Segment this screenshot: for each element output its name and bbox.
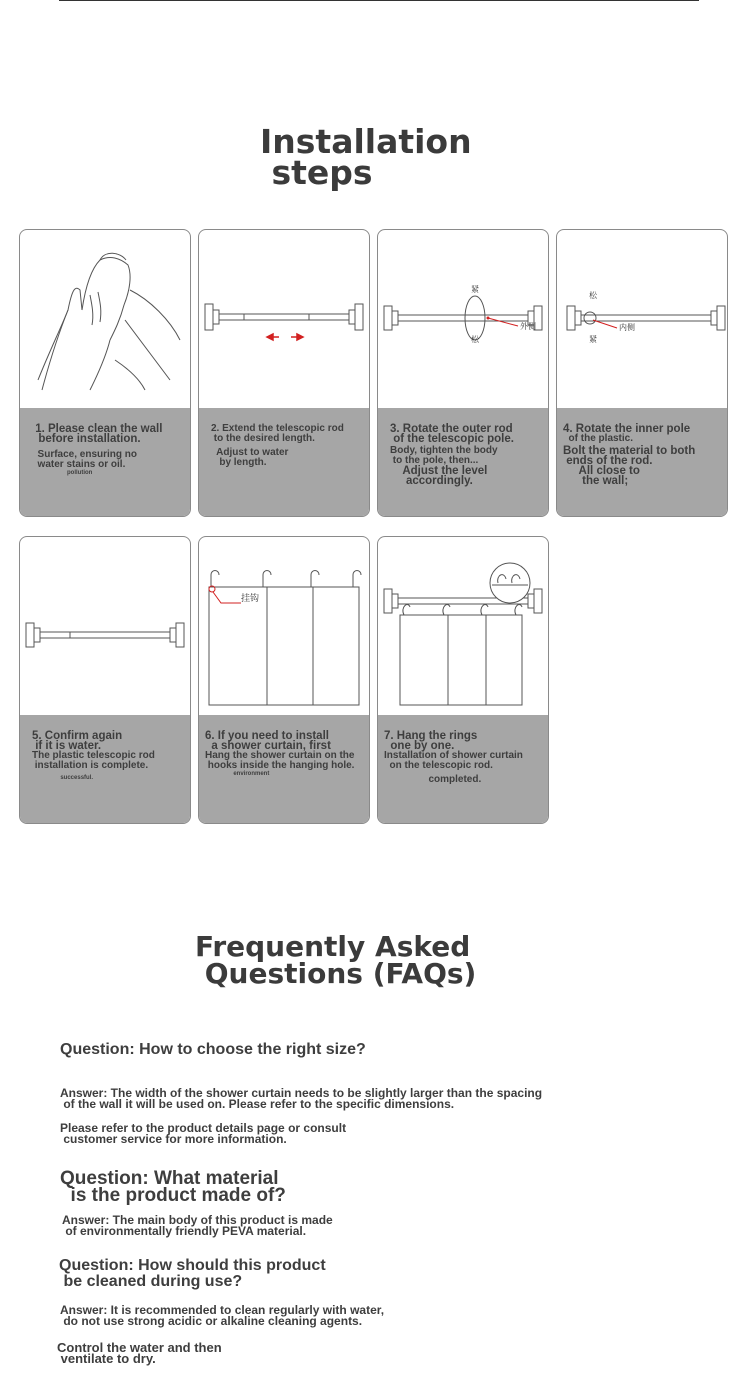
- caption-line: ends of the rod.: [563, 455, 653, 467]
- step-card-7: [377, 536, 549, 824]
- caption-line: of the telescopic pole.: [390, 433, 514, 445]
- extend-rod-illustration: [199, 230, 369, 408]
- step-card-4: [556, 229, 728, 517]
- step-3-caption: [378, 408, 548, 517]
- loose-label: 松: [471, 335, 479, 344]
- rotate-inner-pole-illustration: [557, 230, 727, 408]
- top-divider: [59, 0, 699, 1]
- caption-line: successful.: [32, 775, 94, 781]
- faq-answer-3-extra: Control the water and then ventilate to dry.: [57, 1340, 222, 1366]
- curtain-hooks-illustration: [199, 537, 369, 715]
- rotate-outer-rod-illustration: [378, 230, 548, 408]
- caption-line: to the pole, then...: [390, 455, 479, 466]
- faq-answer-1: Answer: The width of the shower curtain needs to be slightly larger than the spacing of the wall it will be used on. Please refer to the specific dimensions.: [60, 1086, 543, 1111]
- step-card-2: [198, 229, 370, 517]
- caption-line: Surface, ensuring no: [32, 449, 138, 460]
- caption-line: installation is complete.: [32, 760, 149, 771]
- step-6-caption: [199, 715, 369, 824]
- caption-line: accordingly.: [390, 475, 473, 487]
- caption-line: by length.: [211, 457, 267, 468]
- faq-question-2: Question: What material is the product made of?: [60, 1168, 286, 1206]
- caption-line: water stains or oil.: [32, 459, 126, 470]
- caption-line: 4. Rotate the inner pole: [563, 423, 691, 435]
- tight-label: 紧: [589, 335, 597, 344]
- step-5-caption: [20, 715, 190, 824]
- caption-line: completed.: [384, 774, 482, 785]
- caption-line: hooks inside the hanging hole.: [205, 760, 355, 771]
- caption-line: Hang the shower curtain on the: [205, 750, 355, 761]
- caption-line: on the telescopic rod.: [384, 760, 493, 771]
- step-card-3: [377, 229, 549, 517]
- faq-answer-1-extra: Please refer to the product details page or consult customer service for more information.: [60, 1121, 347, 1146]
- caption-line: to the desired length.: [211, 433, 315, 444]
- caption-line: 3. Rotate the outer rod: [390, 423, 513, 435]
- step-card-5: [19, 536, 191, 824]
- caption-line: Installation of shower curtain: [384, 750, 523, 761]
- faq-answer-2: Answer: The main body of this product is made of environmentally friendly PEVA material.: [62, 1213, 333, 1238]
- hang-rings-illustration: [378, 537, 548, 715]
- caption-line: Adjust to water: [211, 447, 289, 458]
- step-4-caption: [557, 408, 727, 517]
- caption-line: 5. Confirm again: [32, 730, 123, 742]
- faq-question-1: Question: How to choose the right size?: [60, 1041, 366, 1058]
- step-1-caption: [20, 408, 190, 517]
- inner-label: 内侧: [619, 323, 635, 332]
- caption-line: Bolt the material to both: [563, 445, 696, 457]
- hand-wiping-illustration: [20, 230, 190, 408]
- caption-line: one by one.: [384, 740, 455, 752]
- faq-title: Frequently Asked Questions (FAQs): [195, 930, 477, 990]
- caption-line: 6. If you need to install: [205, 730, 329, 742]
- faq-question-3: Question: How should this product be cleaned during use?: [59, 1257, 326, 1290]
- step-card-1: [19, 229, 191, 517]
- caption-line: of the plastic.: [563, 433, 634, 444]
- faq-answer-3: Answer: It is recommended to clean regularly with water, do not use strong acidic or alkaline cleaning agents.: [60, 1303, 385, 1328]
- caption-line: Adjust the level: [390, 465, 488, 477]
- caption-line: 2. Extend the telescopic rod: [211, 423, 344, 434]
- outer-label: 外侧: [520, 322, 536, 331]
- caption-line: a shower curtain, first: [205, 740, 331, 752]
- installation-steps-title: Installation steps: [260, 122, 472, 193]
- caption-line: if it is water.: [32, 740, 102, 752]
- loose-label: 松: [589, 291, 597, 300]
- caption-line: before installation.: [32, 433, 141, 445]
- step-card-6: [198, 536, 370, 824]
- step-7-caption: [378, 715, 548, 824]
- caption-line: environment: [205, 771, 270, 777]
- caption-line: the wall;: [563, 475, 629, 487]
- caption-line: 7. Hang the rings: [384, 730, 478, 742]
- caption-line: Body, tighten the body: [390, 445, 498, 456]
- caption-line: 1. Please clean the wall: [32, 423, 163, 435]
- caption-line: The plastic telescopic rod: [32, 750, 155, 761]
- tight-label: 紧: [471, 285, 479, 294]
- step-2-caption: [199, 408, 369, 517]
- caption-line: pollution: [32, 470, 93, 476]
- caption-line: All close to: [563, 465, 640, 477]
- hook-label: 挂钩: [241, 593, 260, 603]
- rod-installed-illustration: [20, 537, 190, 715]
